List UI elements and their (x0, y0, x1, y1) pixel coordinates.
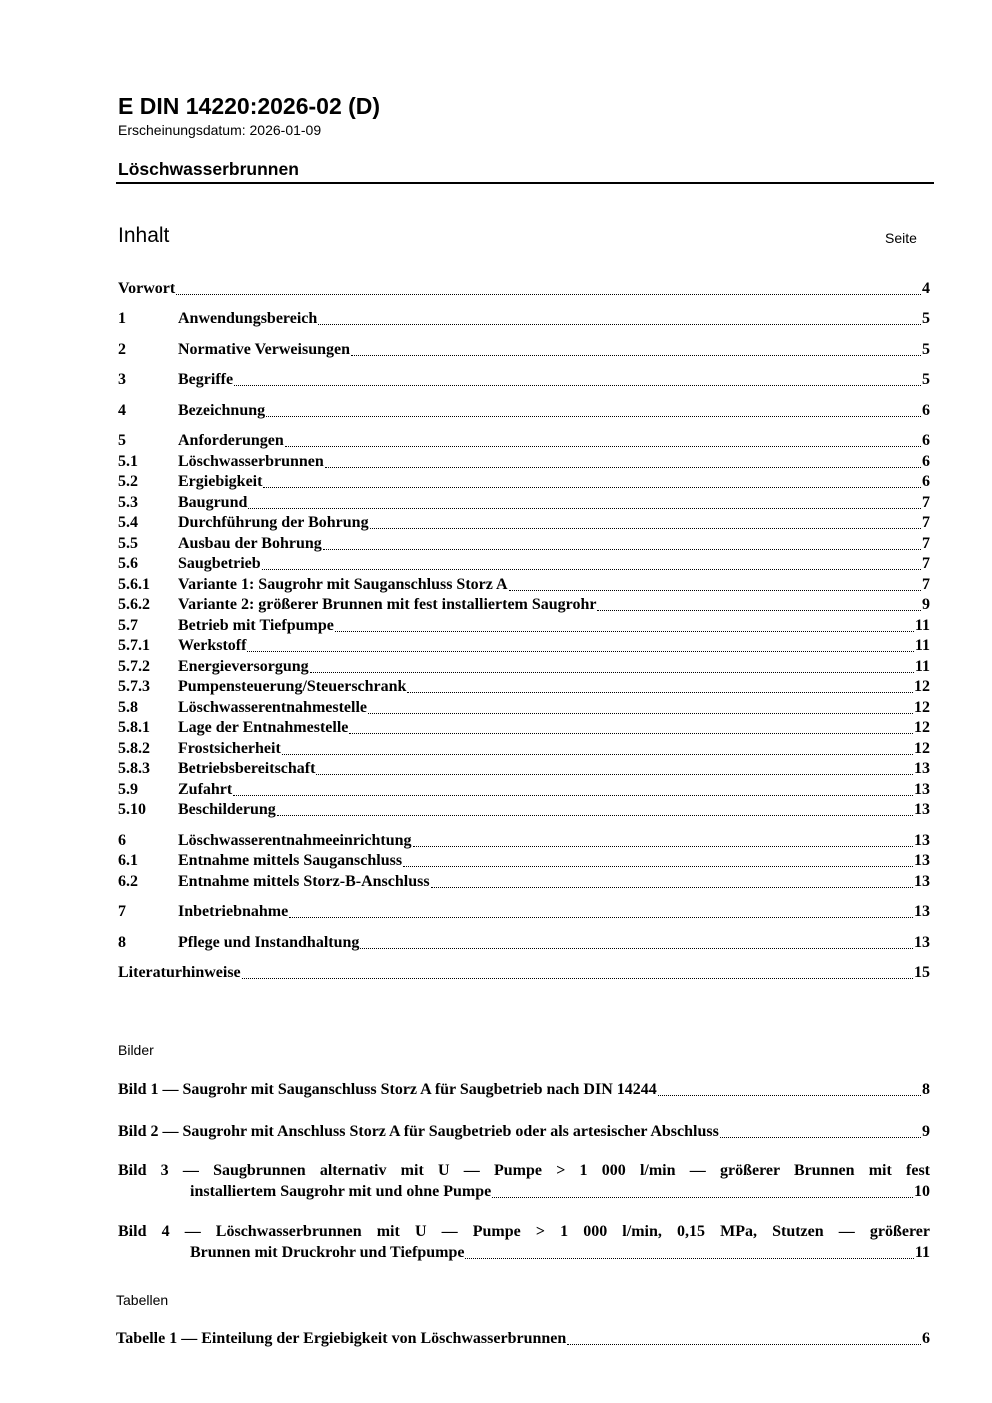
dot-leader (233, 795, 913, 796)
dot-leader (325, 467, 921, 468)
toc-entry[interactable] (118, 616, 930, 636)
toc-entry-title: Ergiebigkeit (178, 473, 263, 490)
toc-entry-number: Literaturhinweise (118, 964, 241, 981)
toc-entry-number: 5.6 (118, 555, 138, 572)
toc-entry-title: Löschwasserentnahmestelle (178, 699, 368, 716)
dot-leader (349, 733, 913, 734)
toc-entry[interactable] (118, 739, 930, 759)
toc-entry-page: 7 (922, 494, 930, 511)
toc-entry[interactable] (118, 831, 930, 851)
toc-entry-title: Variante 1: Saugrohr mit Sauganschluss Storz A (178, 576, 508, 593)
toc-entry-page: 11 (914, 658, 930, 675)
toc-entry[interactable] (118, 677, 930, 697)
toc-entry-number: 5.8.2 (118, 740, 150, 757)
toc-entry-page: 13 (914, 801, 930, 818)
dot-leader (351, 355, 921, 356)
toc-entry-page: 13 (914, 852, 930, 869)
toc-entry-number: 5.5 (118, 535, 138, 552)
table-entry-title: Tabelle 1 — Einteilung der Ergiebigkeit von Löschwasserbrunnen (116, 1330, 567, 1347)
toc-entry[interactable] (118, 933, 930, 953)
dot-leader (370, 528, 921, 529)
toc-entry-title: Normative Verweisungen (178, 341, 350, 358)
toc-entry-page: 5 (922, 371, 930, 388)
toc-entry[interactable] (118, 800, 930, 820)
toc-entry-number: 5.8 (118, 699, 138, 716)
dot-leader (492, 1197, 913, 1198)
toc-entry-title: Zufahrt (178, 781, 233, 798)
figure-entry[interactable] (118, 1121, 930, 1142)
toc-entry-page: 9 (922, 596, 930, 613)
toc-entry-page: 7 (922, 514, 930, 531)
toc-entry[interactable] (118, 780, 930, 800)
figure-entry[interactable] (118, 1160, 930, 1202)
toc-entry-title: Betriebsbereitschaft (178, 760, 316, 777)
toc-entry[interactable] (118, 759, 930, 779)
toc-entry-page: 6 (922, 402, 930, 419)
toc-entry[interactable] (118, 636, 930, 656)
page-column-label: Seite (885, 230, 917, 246)
dot-leader (431, 887, 913, 888)
toc-entry-title: Pflege und Instandhaltung (178, 934, 360, 951)
toc-entry-page: 6 (922, 453, 930, 470)
toc-entry-number: 5 (118, 432, 126, 449)
toc-entry-number: 5.7 (118, 617, 138, 634)
toc-entry-number: 5.3 (118, 494, 138, 511)
dot-leader (176, 294, 921, 295)
dot-leader (263, 487, 921, 488)
toc-entry-page: 12 (914, 699, 930, 716)
dot-leader (335, 631, 914, 632)
toc-entry-title: Anwendungsbereich (178, 310, 318, 327)
toc-entry[interactable] (118, 534, 930, 554)
toc-entry[interactable] (118, 452, 930, 472)
toc-entry-number: 3 (118, 371, 126, 388)
toc-entry[interactable] (118, 872, 930, 892)
toc-entry[interactable] (118, 493, 930, 513)
toc-entry-title: Ausbau der Bohrung (178, 535, 322, 552)
toc-entry-number: 5.8.1 (118, 719, 150, 736)
toc-entry[interactable] (118, 309, 930, 329)
toc-entry-page: 6 (922, 473, 930, 490)
toc-heading: Inhalt (118, 224, 170, 247)
toc-entry-number: 6.1 (118, 852, 138, 869)
toc-entry-page: 11 (914, 617, 930, 634)
dot-leader (282, 754, 913, 755)
toc-entry-page: 12 (914, 678, 930, 695)
tables-label: Tabellen (116, 1292, 169, 1308)
toc-entry-number: 5.10 (118, 801, 146, 818)
toc-entry-title: Löschwasserentnahmeeinrichtung (178, 832, 412, 849)
dot-leader (368, 713, 913, 714)
toc-entry-title: Saugbetrieb (178, 555, 261, 572)
toc-entry-title: Pumpensteuerung/Steuerschrank (178, 678, 407, 695)
dot-leader (465, 1258, 913, 1259)
toc-entry-title: Bezeichnung (178, 402, 266, 419)
dot-leader (262, 569, 921, 570)
toc-entry-title: Frostsicherheit (178, 740, 281, 757)
toc-entry-number: 5.8.3 (118, 760, 150, 777)
dot-leader (720, 1137, 921, 1138)
toc-entry-page: 13 (914, 781, 930, 798)
figure-entry-title-continued: Brunnen mit Druckrohr und Tiefpumpe (190, 1244, 465, 1261)
toc-entry-number: 5.6.1 (118, 576, 150, 593)
toc-entry-title: Betrieb mit Tiefpumpe (178, 617, 334, 634)
figure-entry-title: Bild 3 — Saugbrunnen alternativ mit U — Pumpe > 1 000 l/min — größerer Brunnen mit fest (118, 1162, 930, 1179)
toc-entry-title: Lage der Entnahmestelle (178, 719, 349, 736)
toc-entry-page: 5 (922, 310, 930, 327)
toc-entry-number: 6.2 (118, 873, 138, 890)
dot-leader (277, 815, 913, 816)
dot-leader (658, 1095, 921, 1096)
figure-entry-title: Bild 2 — Saugrohr mit Anschluss Storz A für Saugbetrieb oder als artesischer Abschluss (118, 1123, 719, 1140)
dot-leader (316, 774, 913, 775)
toc-entry-title: Baugrund (178, 494, 248, 511)
publication-date: Erscheinungsdatum: 2026-01-09 (118, 122, 322, 138)
toc-entry[interactable] (118, 554, 930, 574)
figure-entry-title-continued: installiertem Saugrohr mit und ohne Pumpe (190, 1183, 492, 1200)
toc-entry[interactable] (118, 431, 930, 451)
toc-entry[interactable] (118, 575, 930, 595)
toc-entry-title: Anforderungen (178, 432, 284, 449)
toc-entry-page: 7 (922, 535, 930, 552)
table-entry-page: 6 (922, 1330, 930, 1347)
dot-leader (403, 866, 913, 867)
title-rule (116, 182, 934, 184)
toc-entry-page: 13 (914, 934, 930, 951)
table-entry[interactable] (116, 1328, 930, 1349)
toc-entry[interactable] (118, 513, 930, 533)
toc-entry-number: 7 (118, 903, 126, 920)
toc-entry[interactable] (118, 657, 930, 677)
toc-entry-page: 7 (922, 576, 930, 593)
toc-entry-page: 13 (914, 903, 930, 920)
dot-leader (360, 948, 913, 949)
toc-entry[interactable] (118, 698, 930, 718)
toc-entry-title: Energieversorgung (178, 658, 309, 675)
figure-entry-title: Bild 4 — Löschwasserbrunnen mit U — Pumpe > 1 000 l/min, 0,15 MPa, Stutzen — größerer (118, 1223, 930, 1240)
toc-entry-title: Durchführung der Bohrung (178, 514, 369, 531)
toc-entry-page: 6 (922, 432, 930, 449)
toc-entry[interactable] (118, 340, 930, 360)
toc-entry-number: 5.4 (118, 514, 138, 531)
toc-entry-number: 2 (118, 341, 126, 358)
toc-entry[interactable] (118, 472, 930, 492)
toc-entry[interactable] (118, 718, 930, 738)
dot-leader (248, 508, 921, 509)
figure-entry-page: 10 (914, 1183, 930, 1200)
figure-entry-page: 8 (922, 1081, 930, 1098)
dot-leader (285, 446, 921, 447)
toc-entry-page: 4 (922, 280, 930, 297)
toc-entry[interactable] (118, 595, 930, 615)
toc-entry-page: 12 (914, 719, 930, 736)
toc-entry[interactable] (118, 401, 930, 421)
toc-entry-number: 1 (118, 310, 126, 327)
dot-leader (567, 1344, 921, 1345)
dot-leader (289, 917, 913, 918)
toc-entry-page: 12 (914, 740, 930, 757)
toc-entry-page: 13 (914, 873, 930, 890)
toc-entry-title: Löschwasserbrunnen (178, 453, 324, 470)
toc-entry-page: 11 (914, 637, 930, 654)
dot-leader (407, 692, 913, 693)
toc-entry[interactable] (118, 370, 930, 390)
toc-entry-title: Entnahme mittels Storz-B-Anschluss (178, 873, 430, 890)
figure-entry-title: Bild 1 — Saugrohr mit Sauganschluss Storz A für Saugbetrieb nach DIN 14244 (118, 1081, 657, 1098)
toc-entry-number: 4 (118, 402, 126, 419)
toc-entry-number: 5.7.2 (118, 658, 150, 675)
toc-entry-number: 5.9 (118, 781, 138, 798)
dot-leader (323, 549, 921, 550)
figure-entry-page: 11 (914, 1244, 930, 1261)
dot-leader (509, 590, 921, 591)
dot-leader (247, 651, 913, 652)
document-title: Löschwasserbrunnen (118, 159, 299, 179)
document-number: E DIN 14220:2026-02 (D) (118, 93, 381, 119)
dot-leader (266, 416, 921, 417)
toc-entry[interactable] (118, 851, 930, 871)
toc-entry-page: 15 (914, 964, 930, 981)
dot-leader (597, 610, 921, 611)
dot-leader (242, 978, 913, 979)
toc-entry-number: 5.6.2 (118, 596, 150, 613)
figure-entry-page: 9 (922, 1123, 930, 1140)
dot-leader (310, 672, 914, 673)
toc-entry-title: Werkstoff (178, 637, 247, 654)
dot-leader (234, 385, 921, 386)
toc-entry[interactable] (118, 963, 930, 983)
toc-entry-number: 5.2 (118, 473, 138, 490)
toc-entry-title: Variante 2: größerer Brunnen mit fest installiertem Saugrohr (178, 596, 597, 613)
toc-entry-title: Inbetriebnahme (178, 903, 289, 920)
dot-leader (413, 846, 914, 847)
toc-entry-number: Vorwort (118, 280, 176, 297)
toc-entry-number: 5.7.3 (118, 678, 150, 695)
toc-entry-title: Begriffe (178, 371, 234, 388)
toc-entry[interactable] (118, 279, 930, 299)
toc-entry-page: 13 (914, 832, 930, 849)
dot-leader (318, 324, 921, 325)
toc-entry-number: 8 (118, 934, 126, 951)
figure-entry[interactable] (118, 1079, 930, 1100)
toc-entry-number: 5.7.1 (118, 637, 150, 654)
toc-entry[interactable] (118, 902, 930, 922)
toc-entry-title: Entnahme mittels Sauganschluss (178, 852, 403, 869)
toc-entry-page: 13 (914, 760, 930, 777)
toc-entry-title: Beschilderung (178, 801, 276, 818)
toc-entry-number: 6 (118, 832, 126, 849)
toc-entry-page: 5 (922, 341, 930, 358)
figure-entry[interactable] (118, 1221, 930, 1263)
figures-label: Bilder (118, 1042, 154, 1058)
toc-entry-number: 5.1 (118, 453, 138, 470)
toc-entry-page: 7 (922, 555, 930, 572)
